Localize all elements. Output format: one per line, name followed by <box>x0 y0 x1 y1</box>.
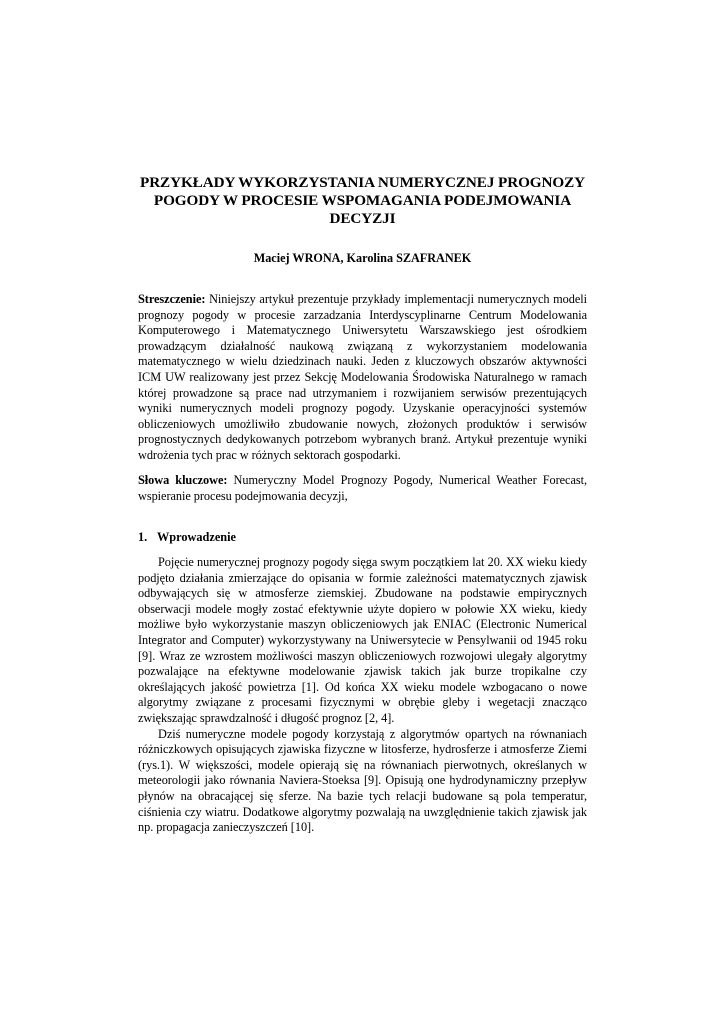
keywords-label: Słowa kluczowe: <box>138 473 228 487</box>
body-paragraph: Pojęcie numerycznej prognozy pogody sięga swym początkiem lat 20. XX wieku kiedy podjęto działania zmierzające do opisania w formie zależności matematycznych zjawisk odbywających się w atmosferze ziemskiej. Zbudowane na podstawie empirycznych obserwacji modele mogły zostać efektywnie użyte dopiero w połowie XX wieku, kiedy możliwe było wykorzystanie maszyn obliczeniowych jak ENIAC (Electronic Numerical Integrator and Computer) wykorzystywany na Uniwersytecie w Pensylwanii od 1945 roku [9]. Wraz ze wzrostem możliwości maszyn obliczeniowych rozwojowi ulegały algorytmy pozwalające na efektywne modelowanie zjawisk takich jak burze tropikalne czy określających jakość powietrza [1]. Od końca XX wieku modele wzbogacano o nowe algorytmy związane z procesami fizycznymi w obrębie gleby i wegetacji znacząco zwiększając sprawdzalność i długość prognoz [2, 4]. <box>138 555 587 725</box>
keywords <box>138 473 587 504</box>
abstract <box>138 292 587 464</box>
section-number: 1. <box>138 530 148 544</box>
abstract-text: Niniejszy artykuł prezentuje przykłady implementacji numerycznych modeli prognozy pogody w procesie zarzadzania Interdyscyplinarne Centrum Modelowania Komputerowego i Matematycznego Uniwersytetu Warszawskiego jest ośrodkiem prowadzącym działalność naukową związaną z wykorzystaniem modelowania matematycznego w wielu dziedzinach nauki. Jeden z kluczowych obszarów aktywności ICM UW realizowany jest przez Sekcję Modelowania Środowiska Naturalnego w ramach której prowadzone są prace nad utrzymaniem i rozwijaniem serwisów prezentujących wyniki numerycznych modeli prognozy pogody. Uzyskanie operacyjności systemów obliczeniowych umożliwiło zbudowanie nowych, złożonych produktów i serwisów prognostycznych dedykowanych potrzebom wybranych branż. Artykuł prezentuje wyniki wdrożenia tych prac w różnych sektorach gospodarki. <box>138 292 587 462</box>
paper-authors: Maciej WRONA, Karolina SZAFRANEK <box>253 251 472 265</box>
section-title: Wprowadzenie <box>157 530 237 544</box>
abstract-label: Streszczenie: <box>138 292 206 306</box>
body-paragraph: Dziś numeryczne modele pogody korzystają z algorytmów opartych na równaniach różniczkowych opisujących zjawiska fizyczne w litosferze, hydrosferze i atmosferze Ziemi (rys.1). W większości, modele opierają się na równaniach pierwotnych, określanych w meteorologii jako równania Naviera-Stoeksa [9]. Opisują one hydrodynamiczny przepływ płynów na obracającej się sferze. Na bazie tych relacji budowane są pola temperatur, ciśnienia czy wiatru. Dodatkowe algorytmy pozwalają na uwzględnienie takich zjawisk jak np. propagacja zanieczyszczeń [10]. <box>138 726 587 835</box>
section-heading <box>138 529 587 545</box>
paper-title: PRZYKŁADY WYKORZYSTANIA NUMERYCZNEJ PROGNOZY POGODY W PROCESIE WSPOMAGANIA PODEJMOWANIA DECYZJI <box>140 174 585 227</box>
keywords-text: Numeryczny Model Prognozy Pogody, Numerical Weather Forecast, wspieranie procesu podejmowania decyzji, <box>138 473 587 503</box>
section-body <box>138 555 587 836</box>
